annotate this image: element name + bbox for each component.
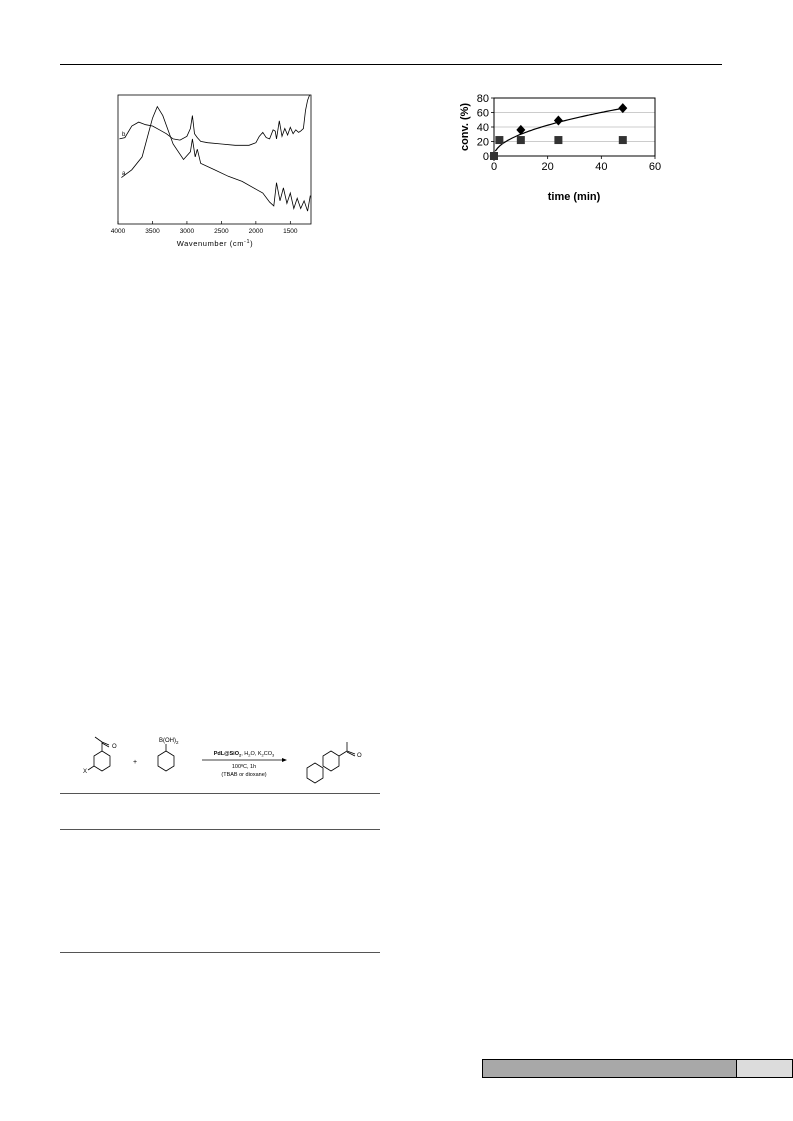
ir-x-tick-label: 3500 — [145, 228, 160, 235]
ir-plot-frame — [118, 95, 311, 224]
reaction-arrow-head — [282, 758, 287, 762]
ir-series-line-b — [119, 95, 309, 145]
reaction-temperature: 100ºC, 1h — [231, 764, 257, 770]
plus-sign: + — [133, 759, 138, 766]
conv-y-tick-label: 60 — [476, 107, 489, 120]
conv-x-tick-label: 60 — [648, 161, 662, 173]
halide-x-label: X — [83, 769, 88, 775]
conversion-chart-figure — [455, 90, 670, 205]
ir-series-label-b: b — [122, 132, 126, 138]
conv-y-tick-label: 0 — [482, 151, 489, 163]
conv-x-tick-label: 0 — [490, 161, 498, 173]
conv-y-axis-label: conv. (%) — [459, 102, 471, 152]
ir-x-tick-label: 2500 — [214, 228, 229, 235]
conv-fit-curve — [495, 108, 623, 151]
ir-spectrum-figure — [100, 85, 330, 260]
ir-x-tick-label: 1500 — [283, 228, 298, 235]
product-oxygen-label: O — [357, 753, 362, 759]
boronic-acid-structure — [158, 744, 174, 771]
ir-x-tick-label: 2000 — [248, 228, 264, 235]
ketone-oxygen-label: O — [112, 744, 117, 750]
conv-square-point — [495, 136, 503, 144]
ir-x-tick-label: 4000 — [110, 228, 126, 235]
conv-square-point — [517, 136, 525, 144]
table-bottom-rule — [60, 952, 380, 953]
ir-series-line-a — [121, 107, 310, 212]
table-top-rule — [60, 793, 380, 794]
reaction-solvent: (TBAB or dioxane) — [221, 772, 267, 778]
conv-x-tick-label: 20 — [541, 161, 554, 173]
conv-square-point — [619, 136, 627, 144]
boronic-acid-ring — [158, 751, 174, 771]
conv-y-tick-label: 80 — [476, 93, 489, 105]
reaction-conditions: PdL@SiO$_2$, $H_2O$, $K_2CO_3$ — [213, 751, 275, 758]
ir-x-ticks — [111, 221, 298, 235]
product-ring-2 — [323, 751, 339, 771]
conv-square-point — [554, 136, 562, 144]
reaction-scheme — [60, 733, 380, 785]
product-ring-1 — [307, 763, 323, 783]
conv-axis-ticks — [477, 93, 661, 173]
conv-diamond-point — [618, 103, 627, 113]
aryl-halide-ring — [94, 751, 110, 771]
ir-x-axis-label: Wavenumber $(cm^{-1})$ — [176, 239, 254, 248]
conv-x-tick-label: 40 — [595, 161, 608, 173]
aryl-halide-structure — [88, 737, 110, 771]
table-header-rule — [60, 829, 380, 830]
boronic-acid-label: $B(OH)_2$ — [159, 738, 179, 745]
ir-series-label-a: a — [122, 171, 126, 177]
ir-x-tick-label: 3000 — [179, 228, 195, 235]
conv-diamond-point — [554, 115, 563, 125]
header-rule — [60, 64, 722, 65]
ir-series-group — [119, 95, 310, 211]
conv-y-tick-label: 20 — [476, 136, 489, 149]
biaryl-product-structure — [307, 742, 355, 783]
footer-bar-segment — [483, 1060, 737, 1077]
conv-y-tick-label: 40 — [476, 122, 489, 134]
conv-x-axis-label: time (min) — [547, 191, 601, 203]
conv-square-point — [490, 152, 498, 160]
footer-bar — [482, 1059, 793, 1078]
